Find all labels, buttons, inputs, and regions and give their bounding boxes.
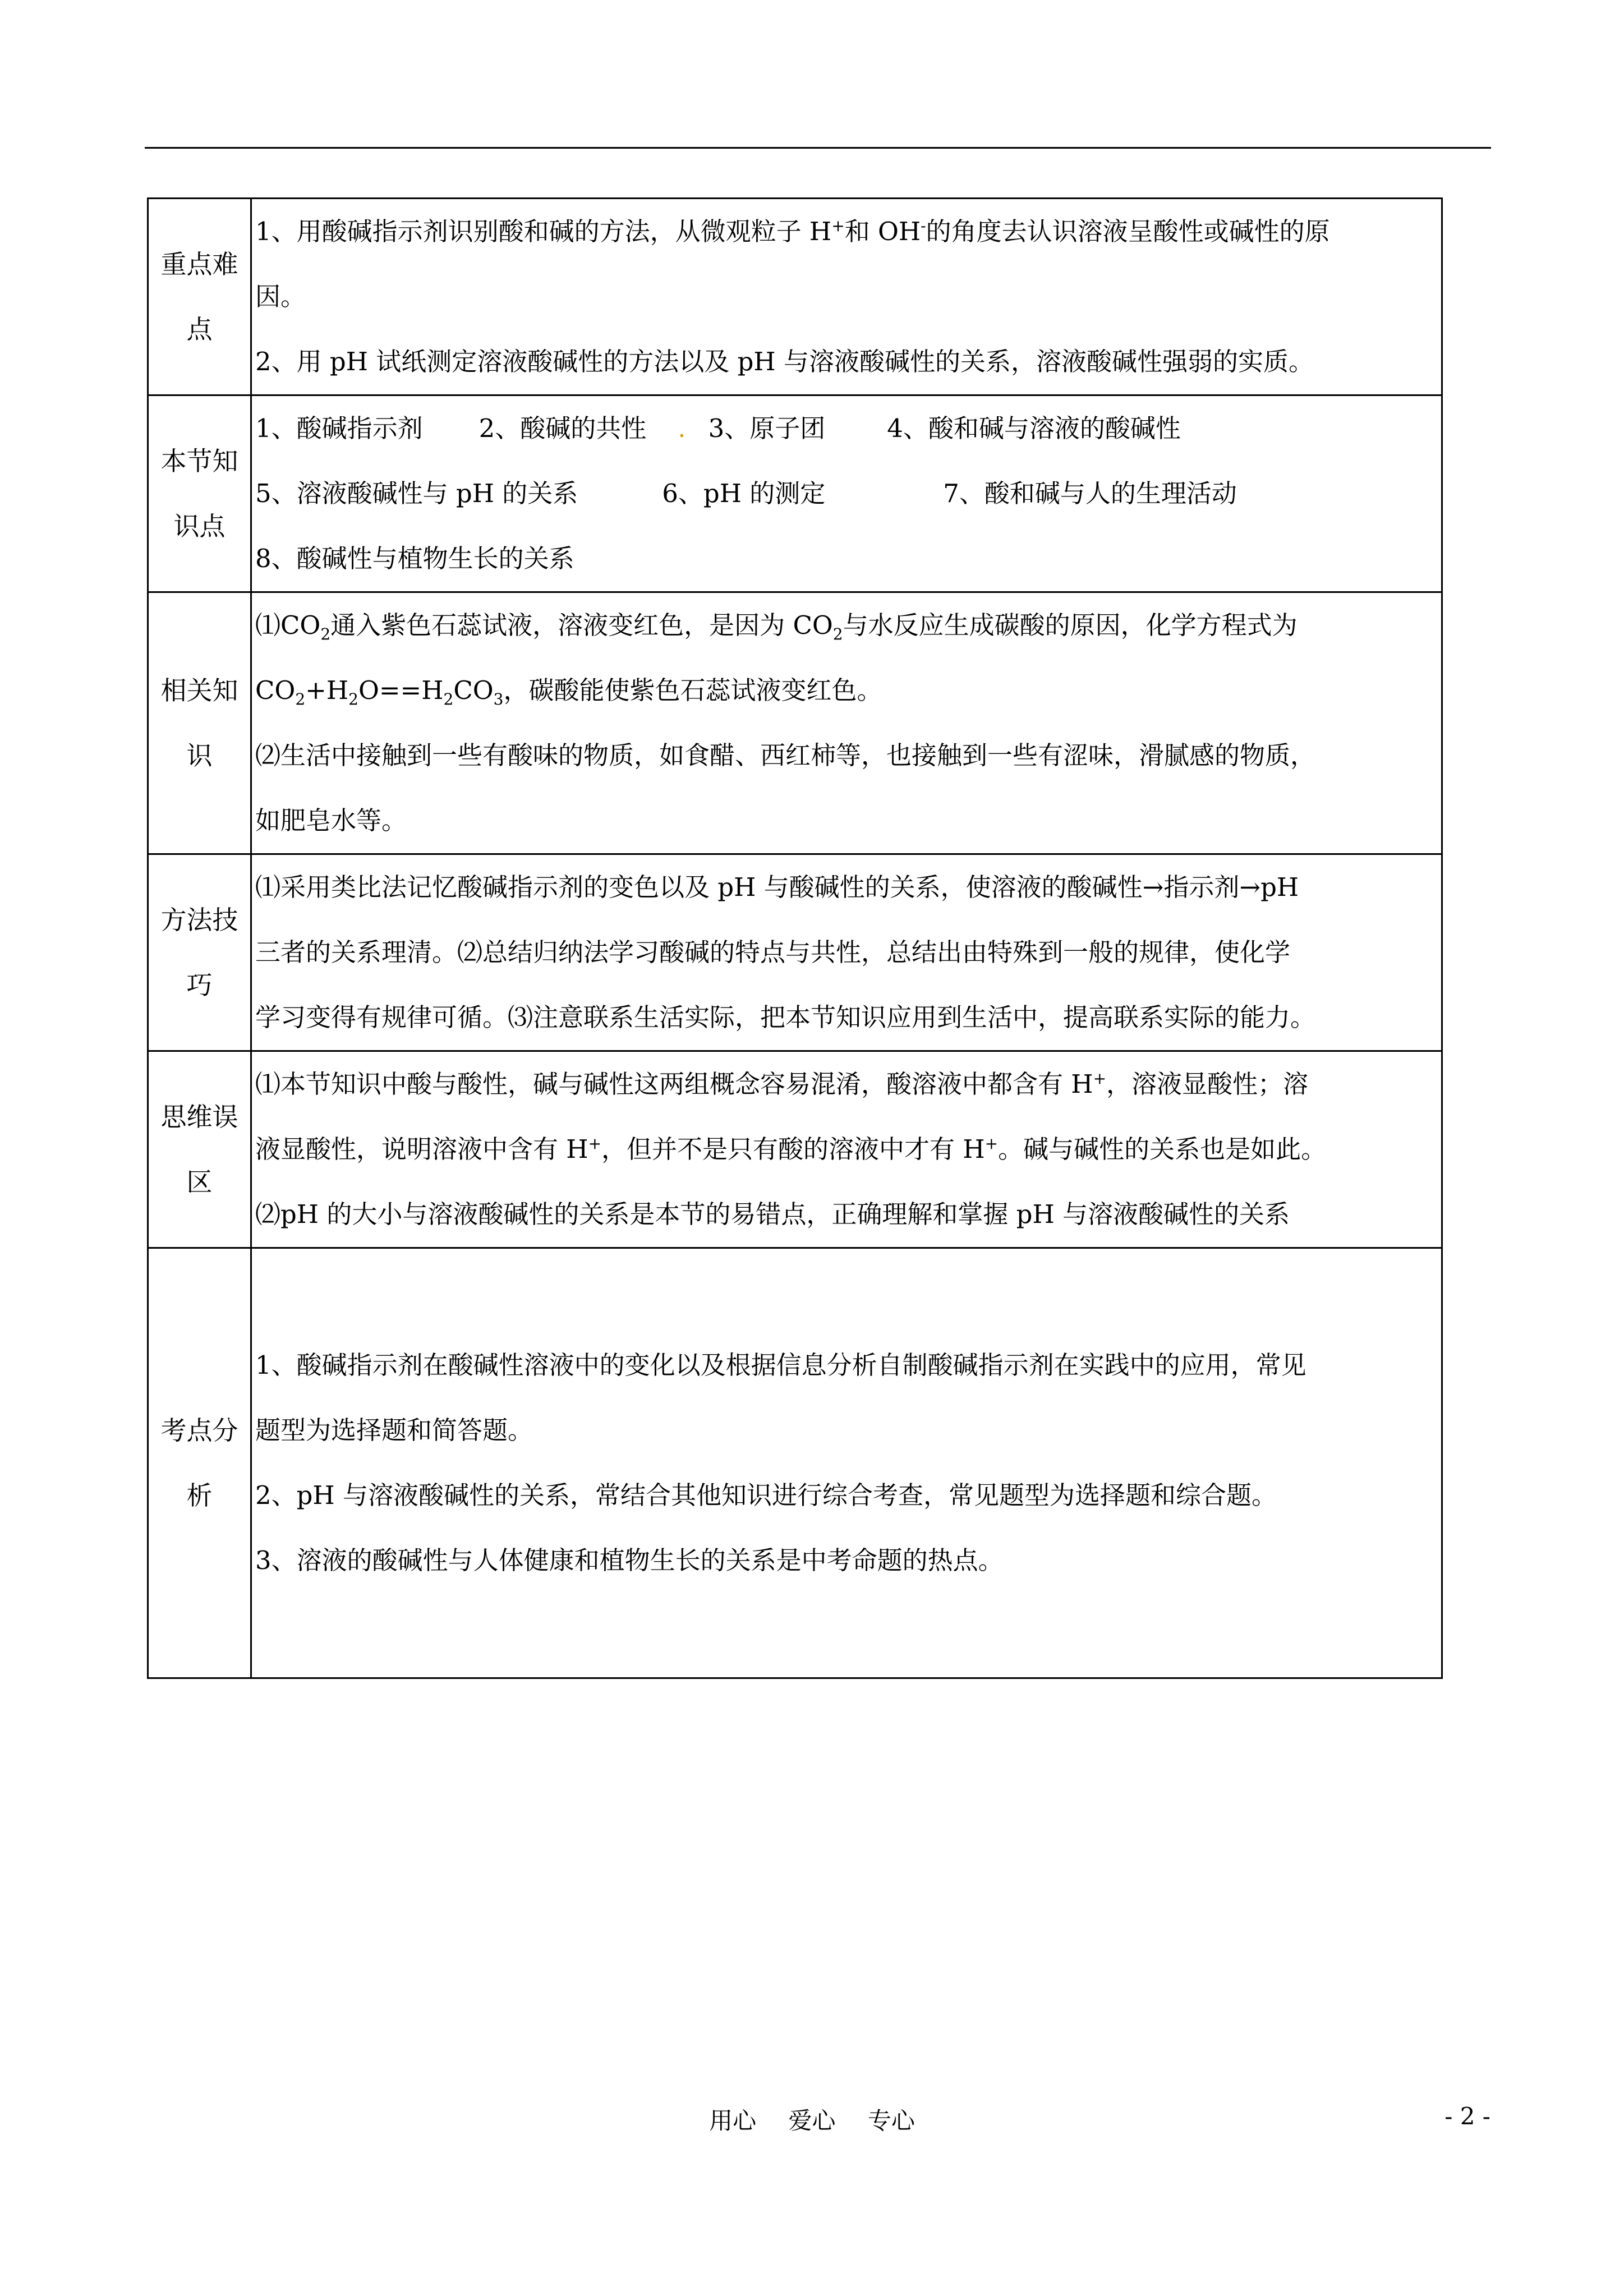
text-run: 题型为选择题和简答题。 (255, 1415, 533, 1445)
text-run: ，碳酸能使紫色石蕊试液变红色。 (503, 675, 882, 705)
text-line (255, 1052, 1438, 1117)
text-run: 7、酸和碱与人的生理活动 (943, 478, 1237, 508)
text-run: 2、酸碱的共性 (479, 413, 647, 443)
text-run: ⑵pH 的大小与溶液酸碱性的关系是本节的易错点，正确理解和掌握 pH 与溶液酸碱性的关系 (255, 1199, 1290, 1229)
text-run: 学习变得有规律可循。⑶注意联系生活实际，把本节知识应用到生活中，提高联系实际的能力。 (255, 1002, 1316, 1032)
text-run: 1、用酸碱指示剂识别酸和碱的方法，从微观粒子 H (255, 217, 832, 246)
text-run: 如肥皂水等。 (255, 806, 407, 835)
superscript: + (588, 1134, 602, 1153)
header-rule (145, 147, 1491, 149)
text-run: ，但并不是只有酸的溶液中才有 H (601, 1134, 985, 1164)
text-line (255, 920, 1438, 985)
row-content (251, 1051, 1442, 1248)
text-run: 2、用 pH 试纸测定溶液酸碱性的方法以及 pH 与溶液酸碱性的关系，溶液酸碱性强弱的实质。 (255, 347, 1314, 376)
text-run: 3、溶液的酸碱性与人体健康和植物生长的关系是中考命题的热点。 (255, 1545, 1004, 1575)
text-run: 因。 (255, 282, 306, 311)
text-run: ⑵生活中接触到一些有酸味的物质，如食醋、西红柿等，也接触到一些有涩味，滑腻感的物质， (255, 740, 1316, 770)
text-run: CO (453, 675, 494, 705)
row-label: 思维误区 (148, 1051, 251, 1248)
text-run: 5、溶液酸碱性与 pH 的关系 (255, 478, 578, 508)
footer-word: 用心 (709, 2107, 757, 2134)
footer-word: 爱心 (788, 2107, 836, 2134)
row-exam-analysis (148, 1248, 1442, 1678)
text-line (255, 264, 1438, 329)
text-line (255, 1528, 1438, 1593)
row-content (251, 1248, 1442, 1678)
row-key-points (148, 199, 1442, 395)
row-content (251, 854, 1442, 1051)
superscript: + (1093, 1069, 1107, 1088)
text-run: 2、pH 与溶液酸碱性的关系，常结合其他知识进行综合考查，常见题型为选择题和综合题。 (255, 1480, 1277, 1510)
text-line (255, 788, 1438, 853)
row-content (251, 395, 1442, 592)
subscript: 2 (295, 690, 306, 708)
text-line (255, 329, 1438, 394)
text-run: ⑴采用类比法记忆酸碱指示剂的变色以及 pH 与酸碱性的关系，使溶液的酸碱性→指示剂→pH (255, 872, 1299, 902)
row-knowledge-points (148, 395, 1442, 592)
row-content (251, 199, 1442, 395)
text-line (255, 985, 1438, 1050)
footer-motto (0, 2102, 1624, 2136)
summary-table (147, 197, 1443, 1679)
superscript: + (831, 217, 845, 235)
text-run: CO (255, 675, 296, 705)
text-run: 三者的关系理清。⑵总结归纳法学习酸碱的特点与共性，总结出由特殊到一般的规律，使化学 (255, 937, 1291, 967)
text-run: 3、原子团 (708, 413, 826, 443)
text-run: 与水反应生成碳酸的原因，化学方程式为 (843, 610, 1298, 640)
text-line (255, 1463, 1438, 1528)
subscript: 2 (348, 690, 358, 708)
text-line (255, 396, 1438, 461)
superscript: + (984, 1134, 999, 1153)
text-run: 1、酸碱指示剂 (255, 413, 423, 443)
text-line (255, 1117, 1438, 1182)
row-related-knowledge (148, 592, 1442, 854)
text-run: 。碱与碱性的关系也是如此。 (998, 1134, 1327, 1164)
page-number: - 2 - (1444, 2102, 1490, 2130)
row-label: 本节知识点 (148, 395, 251, 592)
text-run: ，溶液显酸性；溶 (1106, 1069, 1309, 1099)
text-run: ⑴CO (255, 610, 321, 640)
subscript: 2 (832, 625, 843, 643)
text-run: 1、酸碱指示剂在酸碱性溶液中的变化以及根据信息分析自制酸碱指示剂在实践中的应用，常见 (255, 1350, 1306, 1380)
superscript: - (921, 217, 926, 235)
text-line (255, 1333, 1438, 1398)
subscript: 2 (320, 625, 331, 643)
text-line (255, 461, 1438, 526)
text-line (255, 593, 1438, 658)
text-line (255, 526, 1438, 591)
footer-word: 专心 (867, 2107, 915, 2134)
text-line (255, 1398, 1438, 1463)
text-line (255, 855, 1438, 920)
row-label: 重点难点 (148, 199, 251, 395)
text-run: ⑴本节知识中酸与酸性，碱与碱性这两组概念容易混淆，酸溶液中都含有 H (255, 1069, 1093, 1099)
text-run: 6、pH 的测定 (662, 478, 826, 508)
text-run: 通入紫色石蕊试液，溶液变红色，是因为 CO (330, 610, 833, 640)
text-run: +H (305, 675, 349, 705)
text-run: 4、酸和碱与溶液的酸碱性 (887, 413, 1181, 443)
row-content (251, 592, 1442, 854)
dot-mark: . (678, 413, 686, 443)
text-run: O==H (358, 675, 444, 705)
row-label: 相关知识 (148, 592, 251, 854)
text-run: 的角度去认识溶液呈酸性或碱性的原 (926, 217, 1330, 246)
text-line (255, 1182, 1438, 1247)
subscript: 3 (493, 690, 504, 708)
text-run: 液显酸性，说明溶液中含有 H (255, 1134, 588, 1164)
row-label: 方法技巧 (148, 854, 251, 1051)
text-line (255, 199, 1438, 264)
row-methods (148, 854, 1442, 1051)
row-label: 考点分析 (148, 1248, 251, 1678)
text-run: 和 OH (844, 217, 921, 246)
text-run: 8、酸碱性与植物生长的关系 (255, 544, 574, 573)
row-misconceptions (148, 1051, 1442, 1248)
text-line (255, 723, 1438, 788)
subscript: 2 (443, 690, 454, 708)
text-line (255, 658, 1438, 723)
